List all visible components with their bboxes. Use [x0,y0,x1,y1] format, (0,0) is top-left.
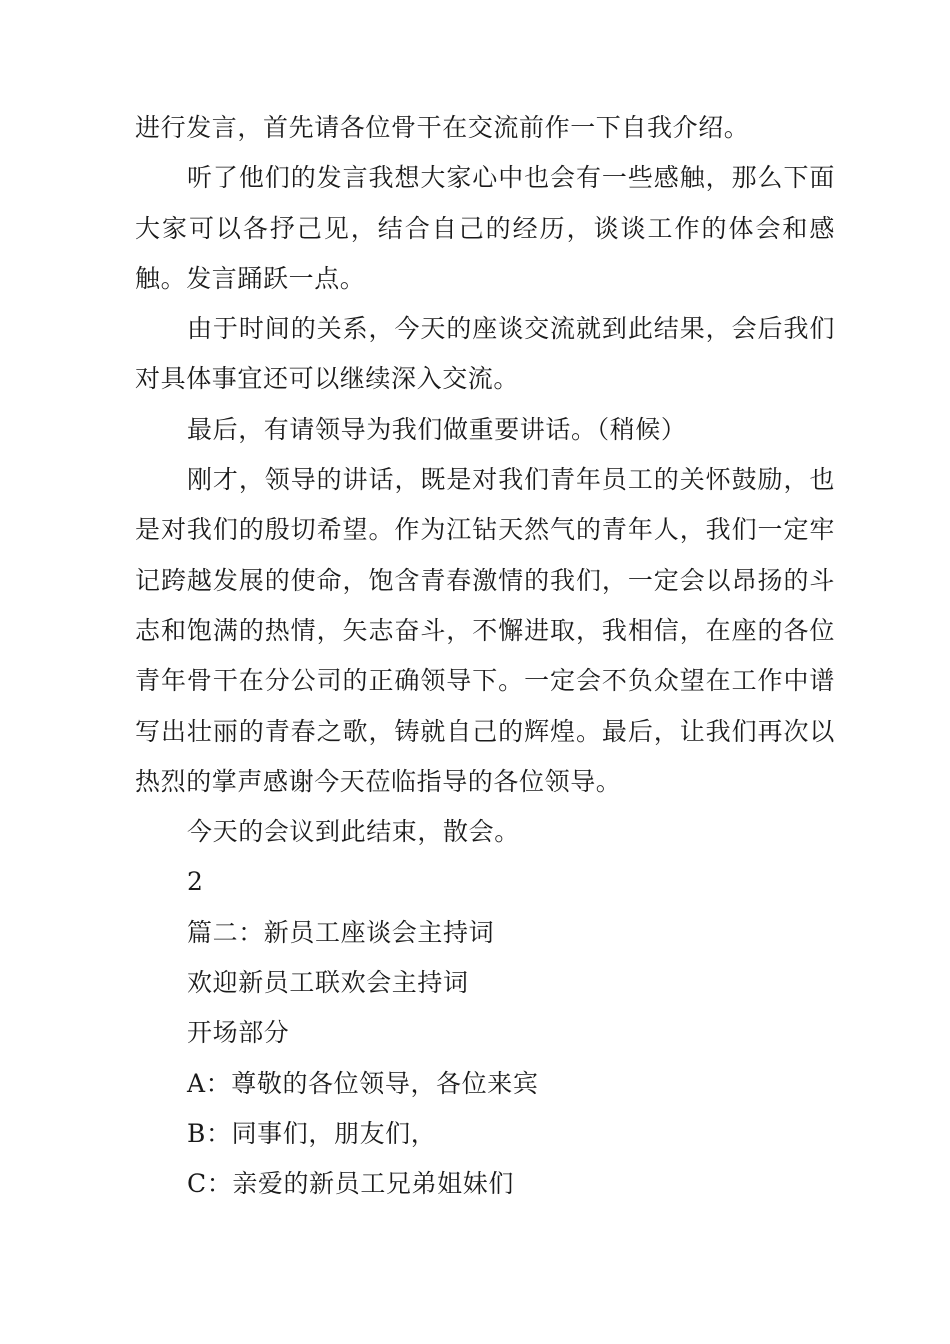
page-number: 2 [187,867,204,897]
paragraph-time-closing: 由于时间的关系，今天的座谈交流就到此结果，会后我们对具体事宜还可以继续深入交流。 [135,314,835,394]
host-line-b: B：同事们，朋友们， [187,1118,437,1148]
subtitle: 欢迎新员工联欢会主持词 [187,968,469,998]
paragraph-meeting-end: 今天的会议到此结束，散会。 [187,817,520,847]
paragraph-intro-continuation: 进行发言，首先请各位骨干在交流前作一下自我介绍。 [135,113,750,142]
paragraph-summary: 刚才，领导的讲话，既是对我们青年员工的关怀鼓励，也是对我们的殷切希望。作为江钻天然气的青年人，我们一定牢记跨越发展的使命，饱含青春激情的我们，一定会以昂扬的斗志和饱满的热情，矢志奋斗，不懈进取，我相信，在座的各位青年骨干在分公司的正确领导下。一定会不负众望在工作中谱写出壮丽的青春之歌，铸就自己的辉煌。最后，让我们再次以热烈的掌声感谢今天莅临指导的各位领导。 [135,465,835,796]
host-line-c: C：亲爱的新员工兄弟姐妹们 [187,1169,514,1199]
document-body [135,103,835,1210]
paragraph-discussion: 听了他们的发言我想大家心中也会有一些感触，那么下面大家可以各抒己见，结合自己的经历，谈谈工作的体会和感触。发言踊跃一点。 [135,163,835,293]
paragraph-leader-speech: 最后，有请领导为我们做重要讲话。（稍候） [187,414,687,444]
part-heading: 开场部分 [187,1018,290,1048]
section-title: 篇二：新员工座谈会主持词 [187,917,495,947]
host-line-a: A：尊敬的各位领导，各位来宾 [187,1068,539,1098]
